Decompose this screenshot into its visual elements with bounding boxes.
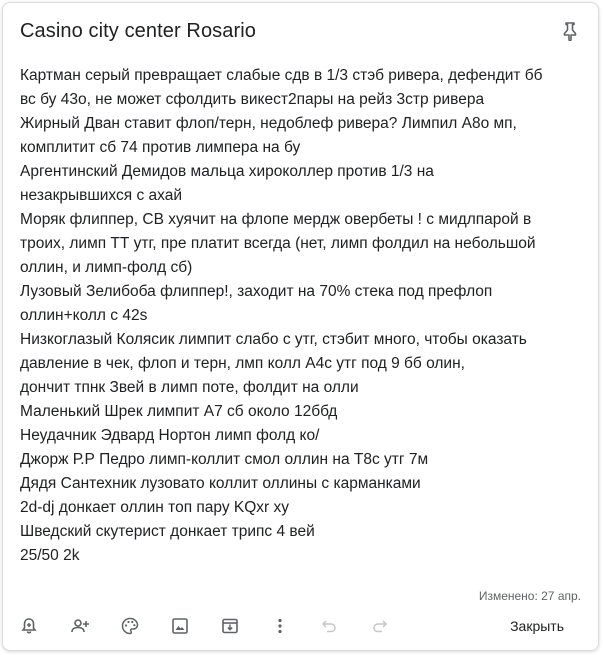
note-line: оллин+колл с 42s [20, 307, 148, 324]
note-line: оллин, и лимп-фолд сб) [20, 259, 193, 276]
note-line: давление в чек, флоп и терн, лмп колл А4с утг под 9 бб олин, [20, 355, 465, 372]
redo-icon[interactable] [364, 610, 396, 642]
note-line: Жирный Дван ставит флоп/терн, недоблеф ривера? Лимпил А8о мп, [20, 115, 517, 132]
note-line: Шведский скутерист донкает трипс 4 вей [20, 523, 315, 540]
note-title[interactable]: Casino city center Rosario [20, 20, 257, 42]
note-line: Низкоглазый Колясик лимпит слабо с утг, стэбит много, чтобы оказать [20, 331, 527, 348]
archive-icon[interactable] [214, 610, 246, 642]
note-line: Маленький Шрек лимпит А7 сб около 12ббд [20, 403, 338, 420]
bell-plus-icon[interactable] [13, 610, 45, 642]
note-line: Картман серый превращает слабые сдв в 1/3 стэб ривера, дефендит бб [20, 67, 543, 84]
undo-icon[interactable] [313, 610, 345, 642]
note-line: Аргентинский Демидов мальца хироколлер против 1/3 на [20, 163, 434, 180]
note-line: вс бу 43о, не может сфолдить викест2пары на рейз 3стр ривера [20, 91, 485, 108]
note-line: 2d-dj донкает оллин топ пару KQxr ху [20, 499, 290, 516]
note-line: 25/50 2k [20, 547, 80, 564]
note-line: Джорж Р.Р Педро лимп-коллит смол оллин на Т8с утг 7м [20, 451, 429, 468]
note-line: Лузовый Зелибоба флиппер!, заходит на 70% стека под префлоп [20, 283, 493, 300]
note-line: троих, лимп ТТ утг, пре платит всегда (нет, лимп фолдил на небольшой [20, 235, 536, 252]
note-card [2, 2, 599, 651]
note-line: незакрывшихся с ахай [20, 187, 182, 204]
note-body[interactable] [20, 64, 590, 568]
edited-timestamp: Изменено: 27 апр. [478, 589, 581, 603]
note-toolbar [3, 602, 598, 650]
more-vert-icon[interactable] [264, 610, 296, 642]
note-line: Моряк флиппер, СВ хуячит на флопе мердж овербеты ! с мидлпарой в [20, 211, 532, 228]
image-icon[interactable] [164, 610, 196, 642]
pin-icon[interactable] [558, 19, 582, 43]
person-add-icon[interactable] [64, 610, 96, 642]
palette-icon[interactable] [114, 610, 146, 642]
note-line: Неудачник Эдвард Нортон лимп фолд ко/ [20, 427, 320, 444]
note-line: дончит тпнк Звей в лимп поте, фолдит на олли [20, 379, 359, 396]
note-line: комплитит сб 74 против лимпера на бу [20, 139, 301, 156]
close-button[interactable]: Закрыть [510, 618, 564, 634]
note-line: Дядя Сантехник лузовато коллит оллины с карманками [20, 475, 421, 492]
